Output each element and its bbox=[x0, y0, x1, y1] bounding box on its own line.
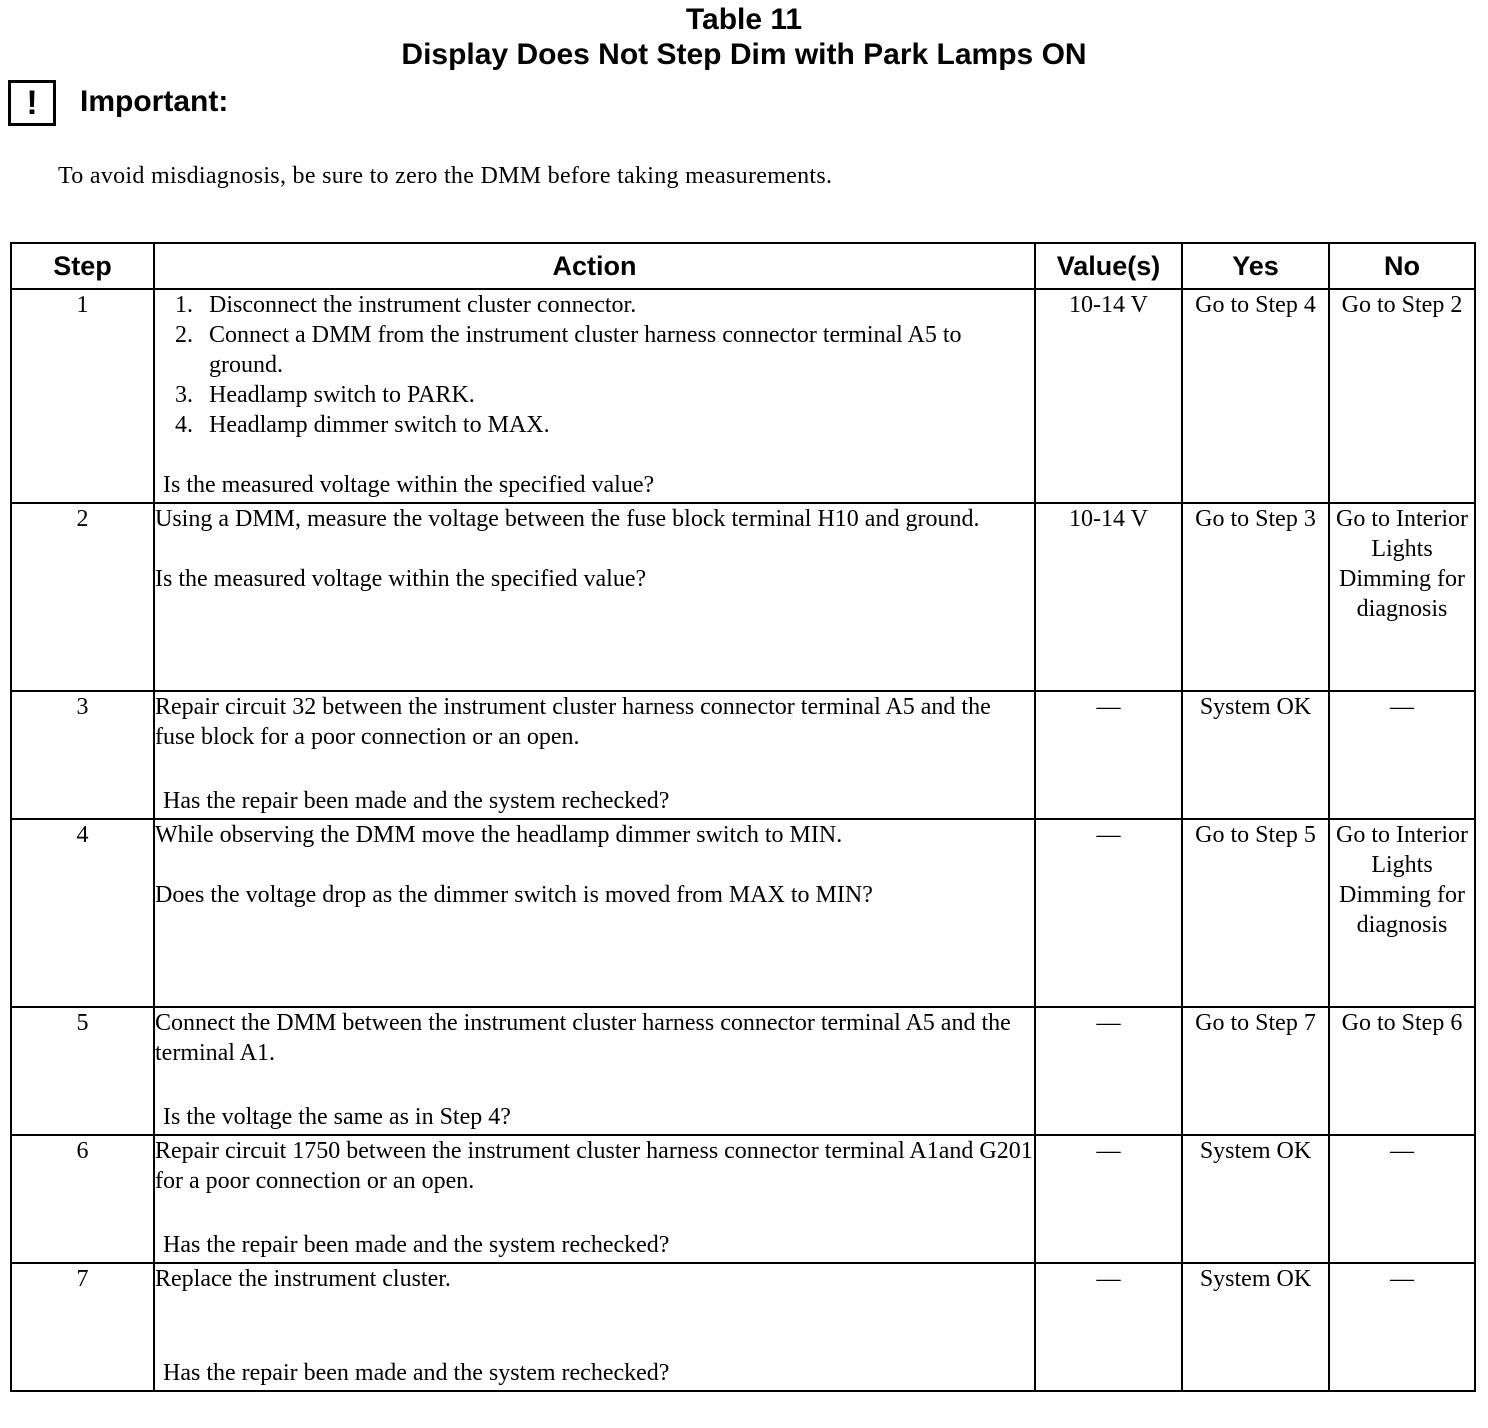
header-values: Value(s) bbox=[1035, 243, 1182, 289]
action-cell bbox=[154, 819, 1035, 1007]
important-label: Important: bbox=[80, 85, 229, 118]
action-cell bbox=[154, 289, 1035, 503]
action-cell bbox=[154, 1263, 1035, 1391]
header-action: Action bbox=[154, 243, 1035, 289]
value-cell: — bbox=[1035, 1135, 1182, 1263]
substep-number: 4. bbox=[175, 412, 193, 438]
substep-text: Headlamp switch to PARK. bbox=[209, 382, 475, 408]
action-text: Repair circuit 32 between the instrument cluster harness connector terminal A5 and the fuse block for a poor connection or an open. bbox=[155, 694, 991, 750]
action-cell bbox=[154, 1007, 1035, 1135]
yes-cell: Go to Step 4 bbox=[1182, 289, 1329, 503]
action-question: Has the repair been made and the system rechecked? bbox=[163, 1360, 670, 1386]
action-cell bbox=[154, 1135, 1035, 1263]
yes-cell: Go to Step 3 bbox=[1182, 503, 1329, 691]
step-number: 6 bbox=[11, 1135, 154, 1263]
substep bbox=[175, 290, 1034, 320]
no-cell: Go to Step 2 bbox=[1329, 289, 1475, 503]
yes-cell: System OK bbox=[1182, 691, 1329, 819]
step-number: 7 bbox=[11, 1263, 154, 1391]
yes-cell: Go to Step 7 bbox=[1182, 1007, 1329, 1135]
action-text: Replace the instrument cluster. bbox=[155, 1266, 451, 1292]
no-cell: — bbox=[1329, 1263, 1475, 1391]
table-header-row bbox=[11, 243, 1475, 289]
table-row bbox=[11, 503, 1475, 691]
table-row bbox=[11, 289, 1475, 503]
action-text: Using a DMM, measure the voltage between the fuse block terminal H10 and ground. bbox=[155, 506, 980, 532]
no-cell: Go to Interior Lights Dimming for diagnosis bbox=[1329, 819, 1475, 1007]
substep-number: 1. bbox=[175, 292, 193, 318]
no-cell: — bbox=[1329, 1135, 1475, 1263]
value-cell: — bbox=[1035, 1007, 1182, 1135]
step-number: 1 bbox=[11, 289, 154, 503]
step-number: 5 bbox=[11, 1007, 154, 1135]
action-cell bbox=[154, 691, 1035, 819]
table-row bbox=[11, 1135, 1475, 1263]
substep-text: Headlamp dimmer switch to MAX. bbox=[209, 412, 550, 438]
substep-text: Connect a DMM from the instrument cluster harness connector terminal A5 to ground. bbox=[209, 322, 962, 378]
table-row bbox=[11, 1263, 1475, 1391]
action-substeps bbox=[155, 290, 1034, 440]
table-row bbox=[11, 691, 1475, 819]
exclamation-box-icon bbox=[8, 80, 56, 126]
value-cell: 10-14 V bbox=[1035, 289, 1182, 503]
action-question: Is the voltage the same as in Step 4? bbox=[163, 1104, 511, 1130]
step-number: 2 bbox=[11, 503, 154, 691]
action-question: Is the measured voltage within the specified value? bbox=[163, 472, 655, 498]
substep bbox=[175, 380, 1034, 410]
action-text: While observing the DMM move the headlamp dimmer switch to MIN. bbox=[155, 822, 843, 848]
yes-cell: System OK bbox=[1182, 1263, 1329, 1391]
value-cell: — bbox=[1035, 691, 1182, 819]
yes-cell: Go to Step 5 bbox=[1182, 819, 1329, 1007]
step-number: 3 bbox=[11, 691, 154, 819]
header-no: No bbox=[1329, 243, 1475, 289]
action-question: Is the measured voltage within the specified value? bbox=[155, 566, 647, 592]
table-row bbox=[11, 819, 1475, 1007]
page-title: Display Does Not Step Dim with Park Lamps ON bbox=[401, 38, 1087, 71]
no-cell: Go to Step 6 bbox=[1329, 1007, 1475, 1135]
header-step: Step bbox=[11, 243, 154, 289]
action-question: Has the repair been made and the system rechecked? bbox=[163, 1232, 670, 1258]
yes-cell: System OK bbox=[1182, 1135, 1329, 1263]
action-question: Does the voltage drop as the dimmer switch is moved from MAX to MIN? bbox=[155, 882, 873, 908]
important-note: To avoid misdiagnosis, be sure to zero the DMM before taking measurements. bbox=[58, 163, 833, 189]
diagnostic-table bbox=[10, 242, 1476, 1392]
value-cell: — bbox=[1035, 1263, 1182, 1391]
substep-text: Disconnect the instrument cluster connector. bbox=[209, 292, 637, 318]
action-text: Repair circuit 1750 between the instrument cluster harness connector terminal A1and G201 for a poor connection or an open. bbox=[155, 1138, 1033, 1194]
value-cell: — bbox=[1035, 819, 1182, 1007]
action-text: Connect the DMM between the instrument cluster harness connector terminal A5 and the terminal A1. bbox=[155, 1010, 1011, 1066]
no-cell: — bbox=[1329, 691, 1475, 819]
substep bbox=[175, 320, 1034, 380]
substep-number: 2. bbox=[175, 322, 193, 348]
substep-number: 3. bbox=[175, 382, 193, 408]
action-question: Has the repair been made and the system rechecked? bbox=[163, 788, 670, 814]
header-yes: Yes bbox=[1182, 243, 1329, 289]
step-number: 4 bbox=[11, 819, 154, 1007]
value-cell: 10-14 V bbox=[1035, 503, 1182, 691]
action-cell bbox=[154, 503, 1035, 691]
table-number: Table 11 bbox=[685, 3, 803, 36]
no-cell: Go to Interior Lights Dimming for diagnosis bbox=[1329, 503, 1475, 691]
substep bbox=[175, 410, 1034, 440]
table-row bbox=[11, 1007, 1475, 1135]
exclamation-glyph: ! bbox=[26, 84, 38, 122]
